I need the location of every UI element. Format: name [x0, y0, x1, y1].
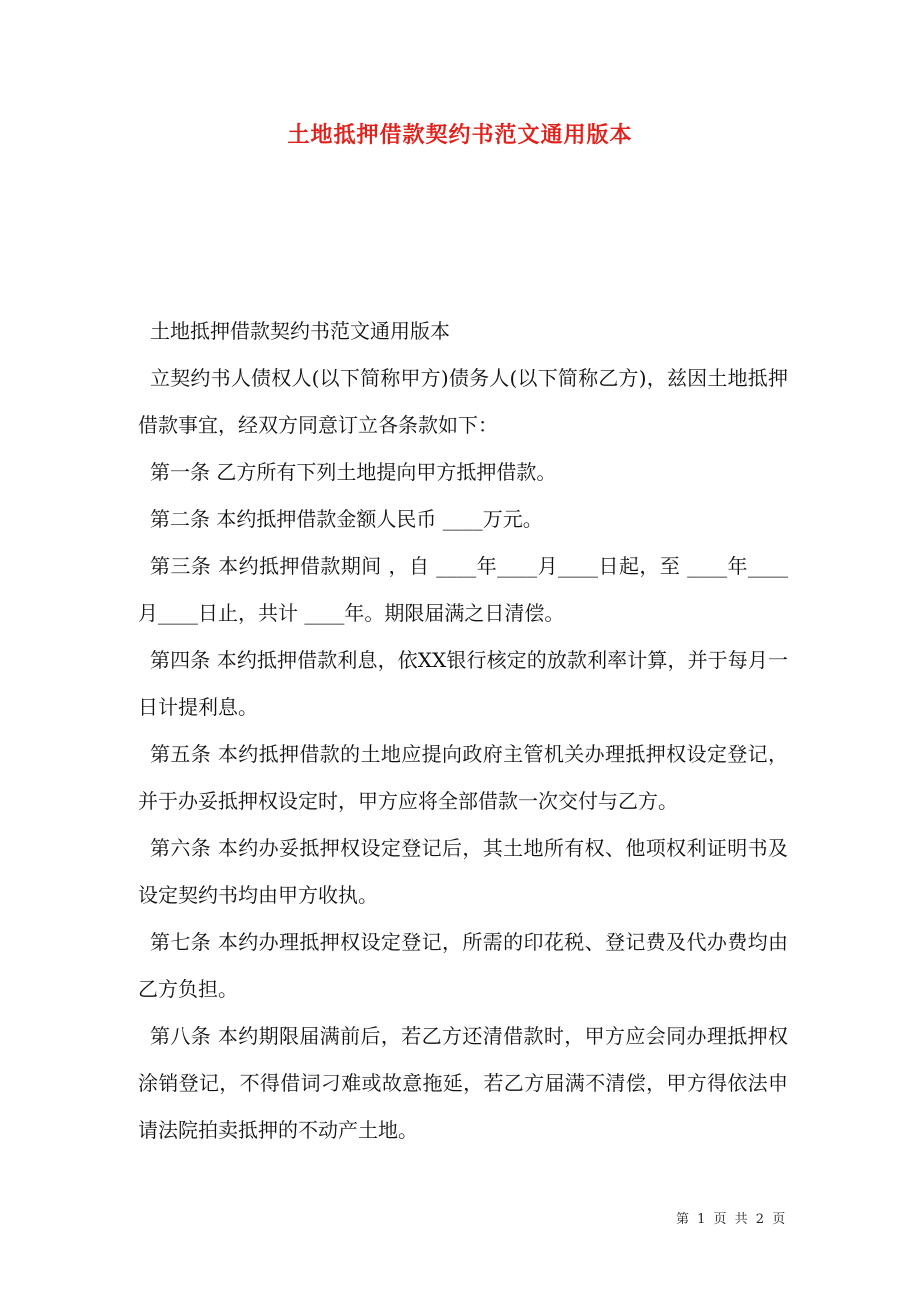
article-2: 第二条 本约抵押借款金额人民币 ____万元。 — [150, 507, 543, 531]
body-heading: 土地抵押借款契约书范文通用版本 — [150, 319, 450, 343]
article-8: 第八条 本约期限届满前后，若乙方还清借款时，甲方应会同办理抵押权涂销登记，不得借词刁难或故意拖延，若乙方届满不清偿，甲方得依法申请法院拍卖抵押的不动产土地。 — [138, 1024, 788, 1142]
page-number-footer: 第 1 页 共 2 页 — [676, 1212, 788, 1227]
article-1: 第一条 乙方所有下列土地提向甲方抵押借款。 — [150, 460, 557, 484]
article-3: 第三条 本约抵押借款期间 ，自 ____年____月____日起，至 ____年____月____日止，共计 ____年。期限届满之日清偿。 — [138, 554, 788, 625]
preamble-paragraph: 立契约书人债权人(以下简称甲方)债务人(以下简称乙方)，兹因土地抵押借款事宜，经双方同意订立各条款如下： — [138, 366, 788, 437]
article-6: 第六条 本约办妥抵押权设定登记后，其土地所有权、他项权利证明书及设定契约书均由甲方收执。 — [138, 836, 788, 907]
article-5: 第五条 本约抵押借款的土地应提向政府主管机关办理抵押权设定登记，并于办妥抵押权设定时，甲方应将全部借款一次交付与乙方。 — [138, 742, 788, 813]
document-title: 土地抵押借款契约书范文通用版本 — [287, 122, 633, 148]
document-body — [138, 308, 788, 1154]
article-4: 第四条 本约抵押借款利息，依XX银行核定的放款利率计算，并于每月一日计提利息。 — [138, 648, 788, 719]
article-7: 第七条 本约办理抵押权设定登记，所需的印花税、登记费及代办费均由乙方负担。 — [138, 930, 788, 1001]
